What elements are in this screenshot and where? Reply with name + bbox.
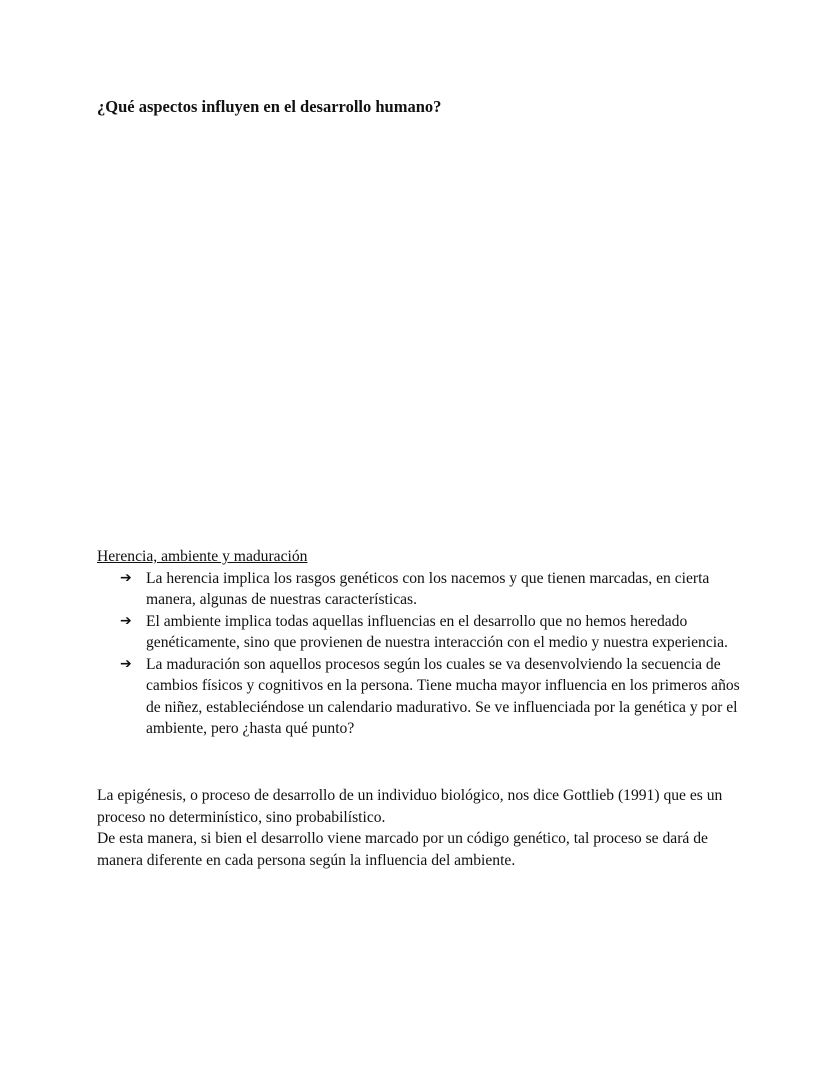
arrow-right-icon: ➔ <box>120 655 132 672</box>
bullet-item-ambiente <box>97 611 747 654</box>
bullet-text: El ambiente implica todas aquellas influencias en el desarrollo que no hemos heredado genéticamente, sino que provienen de nuestra interacción con el medio y nuestra experiencia. <box>146 612 728 651</box>
paragraph-conclusion: De esta manera, si bien el desarrollo viene marcado por un código genético, tal proceso se dará de manera diferente en cada persona según la influencia del ambiente. <box>97 830 708 869</box>
bullet-text: La maduración son aquellos procesos según los cuales se va desenvolviendo la secuencia de cambios físicos y cognitivos en la persona. Tiene mucha mayor influencia en los primeros años de niñez, estableciéndose un calendario madurativo. Se ve influenciada por la genética y por el ambiente, pero ¿hasta qué punto? <box>146 655 740 737</box>
section-heading: Herencia, ambiente y maduración <box>97 548 308 565</box>
document-title: ¿Qué aspectos influyen en el desarrollo humano? <box>97 97 442 116</box>
bullet-list <box>97 568 747 740</box>
bullet-text: La herencia implica los rasgos genéticos con los nacemos y que tienen marcadas, en cierta manera, algunas de nuestras características. <box>146 569 710 608</box>
bullet-item-maduracion <box>97 654 747 740</box>
paragraph-epigenesis: La epigénesis, o proceso de desarrollo de un individuo biológico, nos dice Gottlieb (1991) que es un proceso no determinístico, sino probabilístico. <box>97 787 723 826</box>
section-herencia-ambiente-maduracion <box>97 546 747 740</box>
body-text <box>97 785 747 871</box>
arrow-right-icon: ➔ <box>120 612 132 629</box>
arrow-right-icon: ➔ <box>120 569 132 586</box>
bullet-item-herencia <box>97 568 747 611</box>
